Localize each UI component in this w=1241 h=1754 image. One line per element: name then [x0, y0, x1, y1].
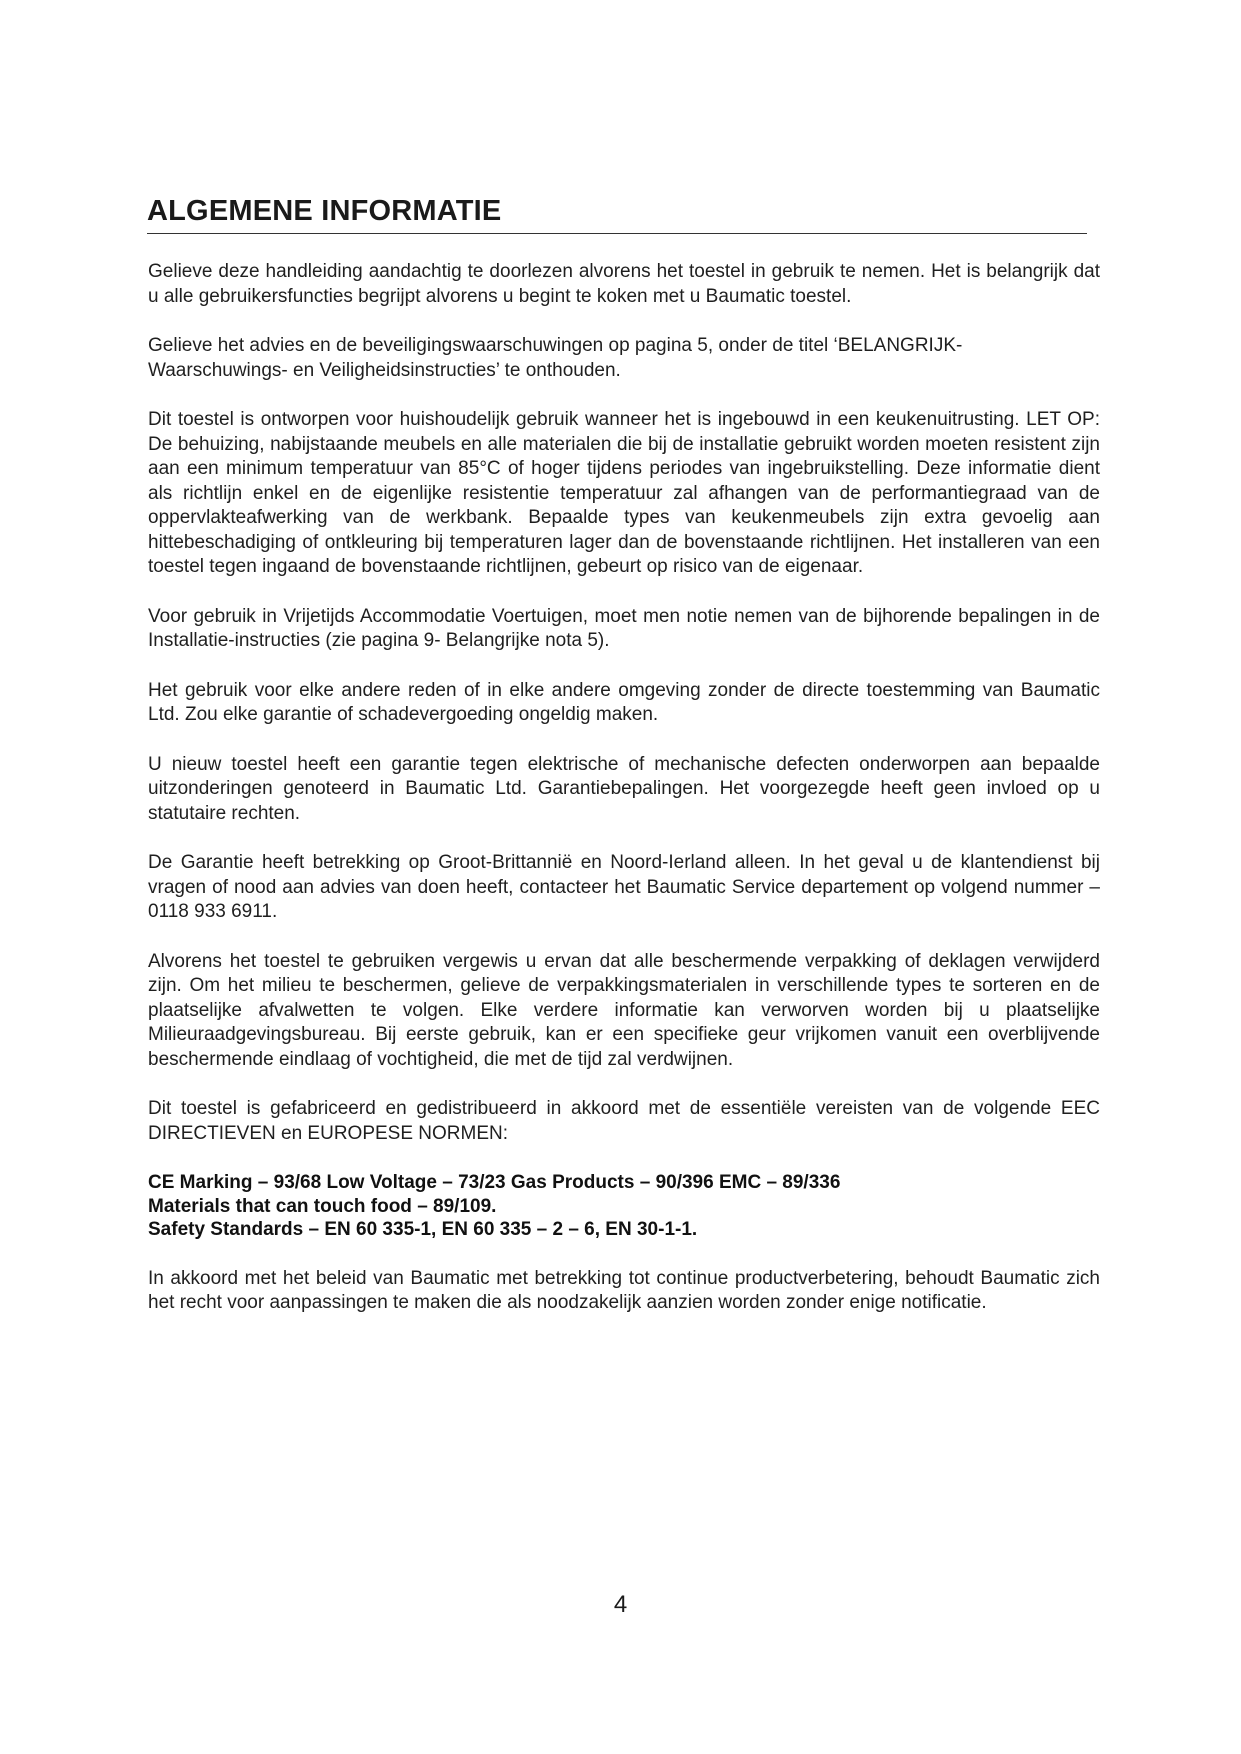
paragraph-leisure-vehicles: Voor gebruik in Vrijetijds Accommodatie Voertuigen, moet men notie nemen van de bijhorende bepalingen in de Installatie-instructies (zie pagina 9- Belangrijke nota 5).	[148, 605, 1100, 651]
heading-block	[147, 193, 1087, 234]
paragraph-packaging: Alvorens het toestel te gebruiken vergewis u ervan dat alle beschermende verpakking of deklagen verwijderd zijn. Om het milieu te beschermen, gelieve de verpakkingsmaterialen in verschillende types te sorteren en de plaatselijke afvalwetten te volgen. Elke verdere informatie kan verworven worden bij u plaatselijke Milieuraadgevingsbureau. Bij eerste gebruik, kan er een specifieke geur vrijkomen vanuit een overblijvende beschermende eindlaag of vochtigheid, die met de tijd zal verdwijnen.	[148, 950, 1100, 1070]
paragraph-other-use: Het gebruik voor elke andere reden of in elke andere omgeving zonder de directe toestemming van Baumatic Ltd. Zou elke garantie of schadevergoeding ongeldig maken.	[148, 679, 1100, 725]
paragraph-domestic-use: Dit toestel is ontworpen voor huishoudelijk gebruik wanneer het is ingebouwd in een keukenuitrusting. LET OP: De behuizing, nabijstaande meubels en alle materialen die bij de installatie gebruikt worden moeten resistent zijn aan een minimum temperatuur van 85°C of hoger tijdens periodes van ingebruikstelling. Deze informatie dient als richtlijn enkel en de eigenlijke resistentie temperatuur zal afhangen van de performantiegraad van de oppervlakteafwerking van de werkbank. Bepaalde types van keukenmeubels zijn extra gevoelig aan hittebeschadiging of ontkleuring bij temperaturen lager dan de bovenstaande richtlijnen. Het installeren van een toestel tegen ingaand de bovenstaande richtlijnen, gebeurt op risico van de eigenaar.	[148, 409, 1100, 577]
title-underline	[147, 233, 1087, 234]
paragraph-guarantee: U nieuw toestel heeft een garantie tegen elektrische of mechanische defecten onderworpen aan bepaalde uitzonderingen genoteerd in Baumatic Ltd. Garantiebepalingen. Het voorgezegde heeft geen invloed op u statutaire rechten.	[148, 753, 1100, 824]
paragraph-closing: In akkoord met het beleid van Baumatic met betrekking tot continue productverbetering, behoudt Baumatic zich het recht voor aanpassingen te maken die als noodzakelijk aanzien worden zonder enige notificatie.	[148, 1267, 1100, 1313]
standards-line-safety: Safety Standards – EN 60 335-1, EN 60 335 – 2 – 6, EN 30-1-1.	[148, 1219, 698, 1240]
paragraph-directives: Dit toestel is gefabriceerd en gedistribueerd in akkoord met de essentiële vereisten van de volgende EEC DIRECTIEVEN en EUROPESE NORMEN:	[148, 1098, 1100, 1144]
page-title: ALGEMENE INFORMATIE	[147, 195, 502, 227]
standards-list	[148, 1171, 1100, 1242]
page-number: 4	[613, 1591, 628, 1618]
standards-line-food-materials: Materials that can touch food – 89/109.	[148, 1195, 497, 1217]
paragraph-guarantee-region: De Garantie heeft betrekking op Groot-Brittannië en Noord-Ierland alleen. In het geval u de klantendienst bij vragen of nood aan advies van doen heeft, contacteer het Baumatic Service departement op volgend nummer – 0118 933 6911.	[148, 852, 1100, 922]
body-text	[148, 260, 1100, 1341]
paragraph-safety-advice: Gelieve het advies en de beveiligingswaarschuwingen op pagina 5, onder de titel ‘BELANGRIJK- Waarschuwings- en Veiligheidsinstructies’ te onthouden.	[148, 335, 963, 381]
standards-line-ce-marking: CE Marking – 93/68 Low Voltage – 73/23 Gas Products – 90/396 EMC – 89/336	[148, 1172, 841, 1193]
paragraph-intro: Gelieve deze handleiding aandachtig te doorlezen alvorens het toestel in gebruik te nemen. Het is belangrijk dat u alle gebruikersfuncties begrijpt alvorens u begint te koken met u Baumatic toestel.	[148, 261, 1100, 307]
